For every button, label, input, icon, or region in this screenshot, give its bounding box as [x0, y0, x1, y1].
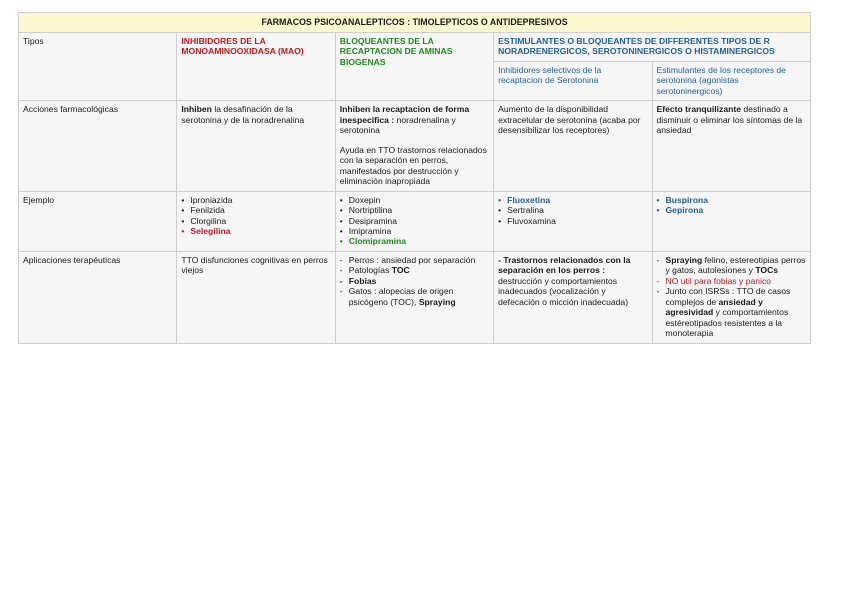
list-item: • Desipramina [340, 216, 489, 226]
cell-ejemplo-agonistas [652, 191, 811, 251]
cell-acciones-bloq [335, 101, 493, 191]
list-item: • Gepirona [657, 205, 807, 215]
text: la desafinación de la serotonina y de la noradrenalina [181, 104, 305, 125]
cell-aplicaciones-isrs [494, 251, 652, 343]
list-item [340, 286, 489, 307]
text-bold: Spraying [665, 254, 703, 265]
subheader-isrs: Inhibidores selectivos de la recaptacion de Serotonina [494, 61, 652, 100]
list-item: • Doxepin [340, 195, 489, 205]
list-item: • Clomipramina [340, 236, 489, 246]
text: Gatos : alopecias de origen psicógeno (TOC), [348, 286, 454, 307]
text: Patologías [348, 265, 392, 276]
cell-acciones-agonistas [652, 101, 811, 191]
header-imao: INHIBIDORES DE LA MONOAMINOOXIDASA (MAO) [177, 32, 335, 100]
text: destrucción y comportamientos inadecuados (vocalización y defecación o micción inadecuada) [498, 275, 629, 307]
table-row [19, 191, 811, 251]
list-item: - NO util para fobias y panico [657, 276, 807, 286]
row-label-acciones: Acciones farmacológicas [19, 101, 177, 191]
cell-ejemplo-imao [177, 191, 335, 251]
text-bold: Efecto tranquilizante [656, 104, 742, 115]
text-bold: ansiedad y agresividad [665, 296, 763, 318]
list-item: - Perros : ansiedad por separación [340, 255, 489, 265]
list-item: • Sertralina [498, 205, 647, 215]
list-item: • Nortriptilina [340, 205, 489, 215]
header-estimulantes: ESTIMULANTES O BLOQUEANTES DE DIFFERENTES TIPOS DE R NORADRENERGICOS, SEROTONINERGICOS O HISTAMINERGICOS [494, 32, 811, 61]
cell-ejemplo-bloq [335, 191, 493, 251]
table-title: FARMACOS PSICOANALEPTICOS : TIMOLEPTICOS O ANTIDEPRESIVOS [19, 13, 811, 33]
list-item [657, 255, 807, 276]
text: y comportamientos estéreotipados resistentes a la monoterapia [665, 307, 789, 339]
table-row [19, 251, 811, 343]
text: Ayuda en TTO trastornos relacionados con la separación en perros, manifestados por destrucción y eliminación inapropiada [339, 144, 487, 187]
list-item [657, 286, 807, 338]
text: Junto con ISRSs : TTO de casos complejos de [665, 286, 791, 307]
subheader-agonistas: Estimulantes de los receptores de serotonina (agonistas serotoninergicos) [652, 61, 811, 100]
list-item: • Iproniazida [181, 195, 330, 205]
text-bold: TOC [391, 265, 410, 276]
text-bold: Inhiben [181, 104, 212, 115]
list-item: • Fluoxetina [498, 195, 647, 205]
cell-aplicaciones-bloq [335, 251, 493, 343]
title-row [19, 13, 811, 33]
cell-acciones-imao [177, 101, 335, 191]
list-item: • Selegilina [181, 226, 330, 236]
text-bold: Inhiben la recaptacion de forma inespecifica : [339, 104, 470, 125]
row-label-aplicaciones: Aplicaciones terapéuticas [19, 251, 177, 343]
list-item [340, 265, 489, 275]
table-row [19, 32, 811, 61]
list-item: • Buspirona [657, 195, 807, 205]
table-row [19, 101, 811, 191]
cell-aplicaciones-imao: TTO disfunciones cognitivas en perros viejos [177, 251, 335, 343]
drug-table [18, 12, 811, 344]
row-label-ejemplo: Ejemplo [19, 191, 177, 251]
list-item: • Fenilzida [181, 205, 330, 215]
text-bold: TOCs [755, 265, 779, 276]
list-item: • Imipramina [340, 226, 489, 236]
header-bloqueantes: BLOQUEANTES DE LA RECAPTACION DE AMINAS BIOGENAS [335, 32, 493, 100]
text: destinado a disminuir o eliminar los síntomas de la ansiedad [656, 104, 803, 136]
text-bold: - Trastornos relacionados con la separación en los perros : [498, 254, 631, 276]
cell-ejemplo-isrs [494, 191, 652, 251]
list-item: • Clorgilina [181, 216, 330, 226]
row-label-tipos: Tipos [19, 32, 177, 100]
list-item: - Fobias [340, 276, 489, 286]
text: noradrenalina y serotonina [339, 114, 456, 136]
list-item: • Fluvoxamina [498, 216, 647, 226]
text-bold: Spraying [418, 296, 456, 307]
text: felino, estereotipias perros y gatos, autolesiones y [665, 254, 806, 276]
cell-acciones-isrs: Aumento de la disponibilidad extracelular de serotonina (acaba por desensibilizar los receptores) [494, 101, 652, 191]
cell-aplicaciones-agonistas [652, 251, 811, 343]
